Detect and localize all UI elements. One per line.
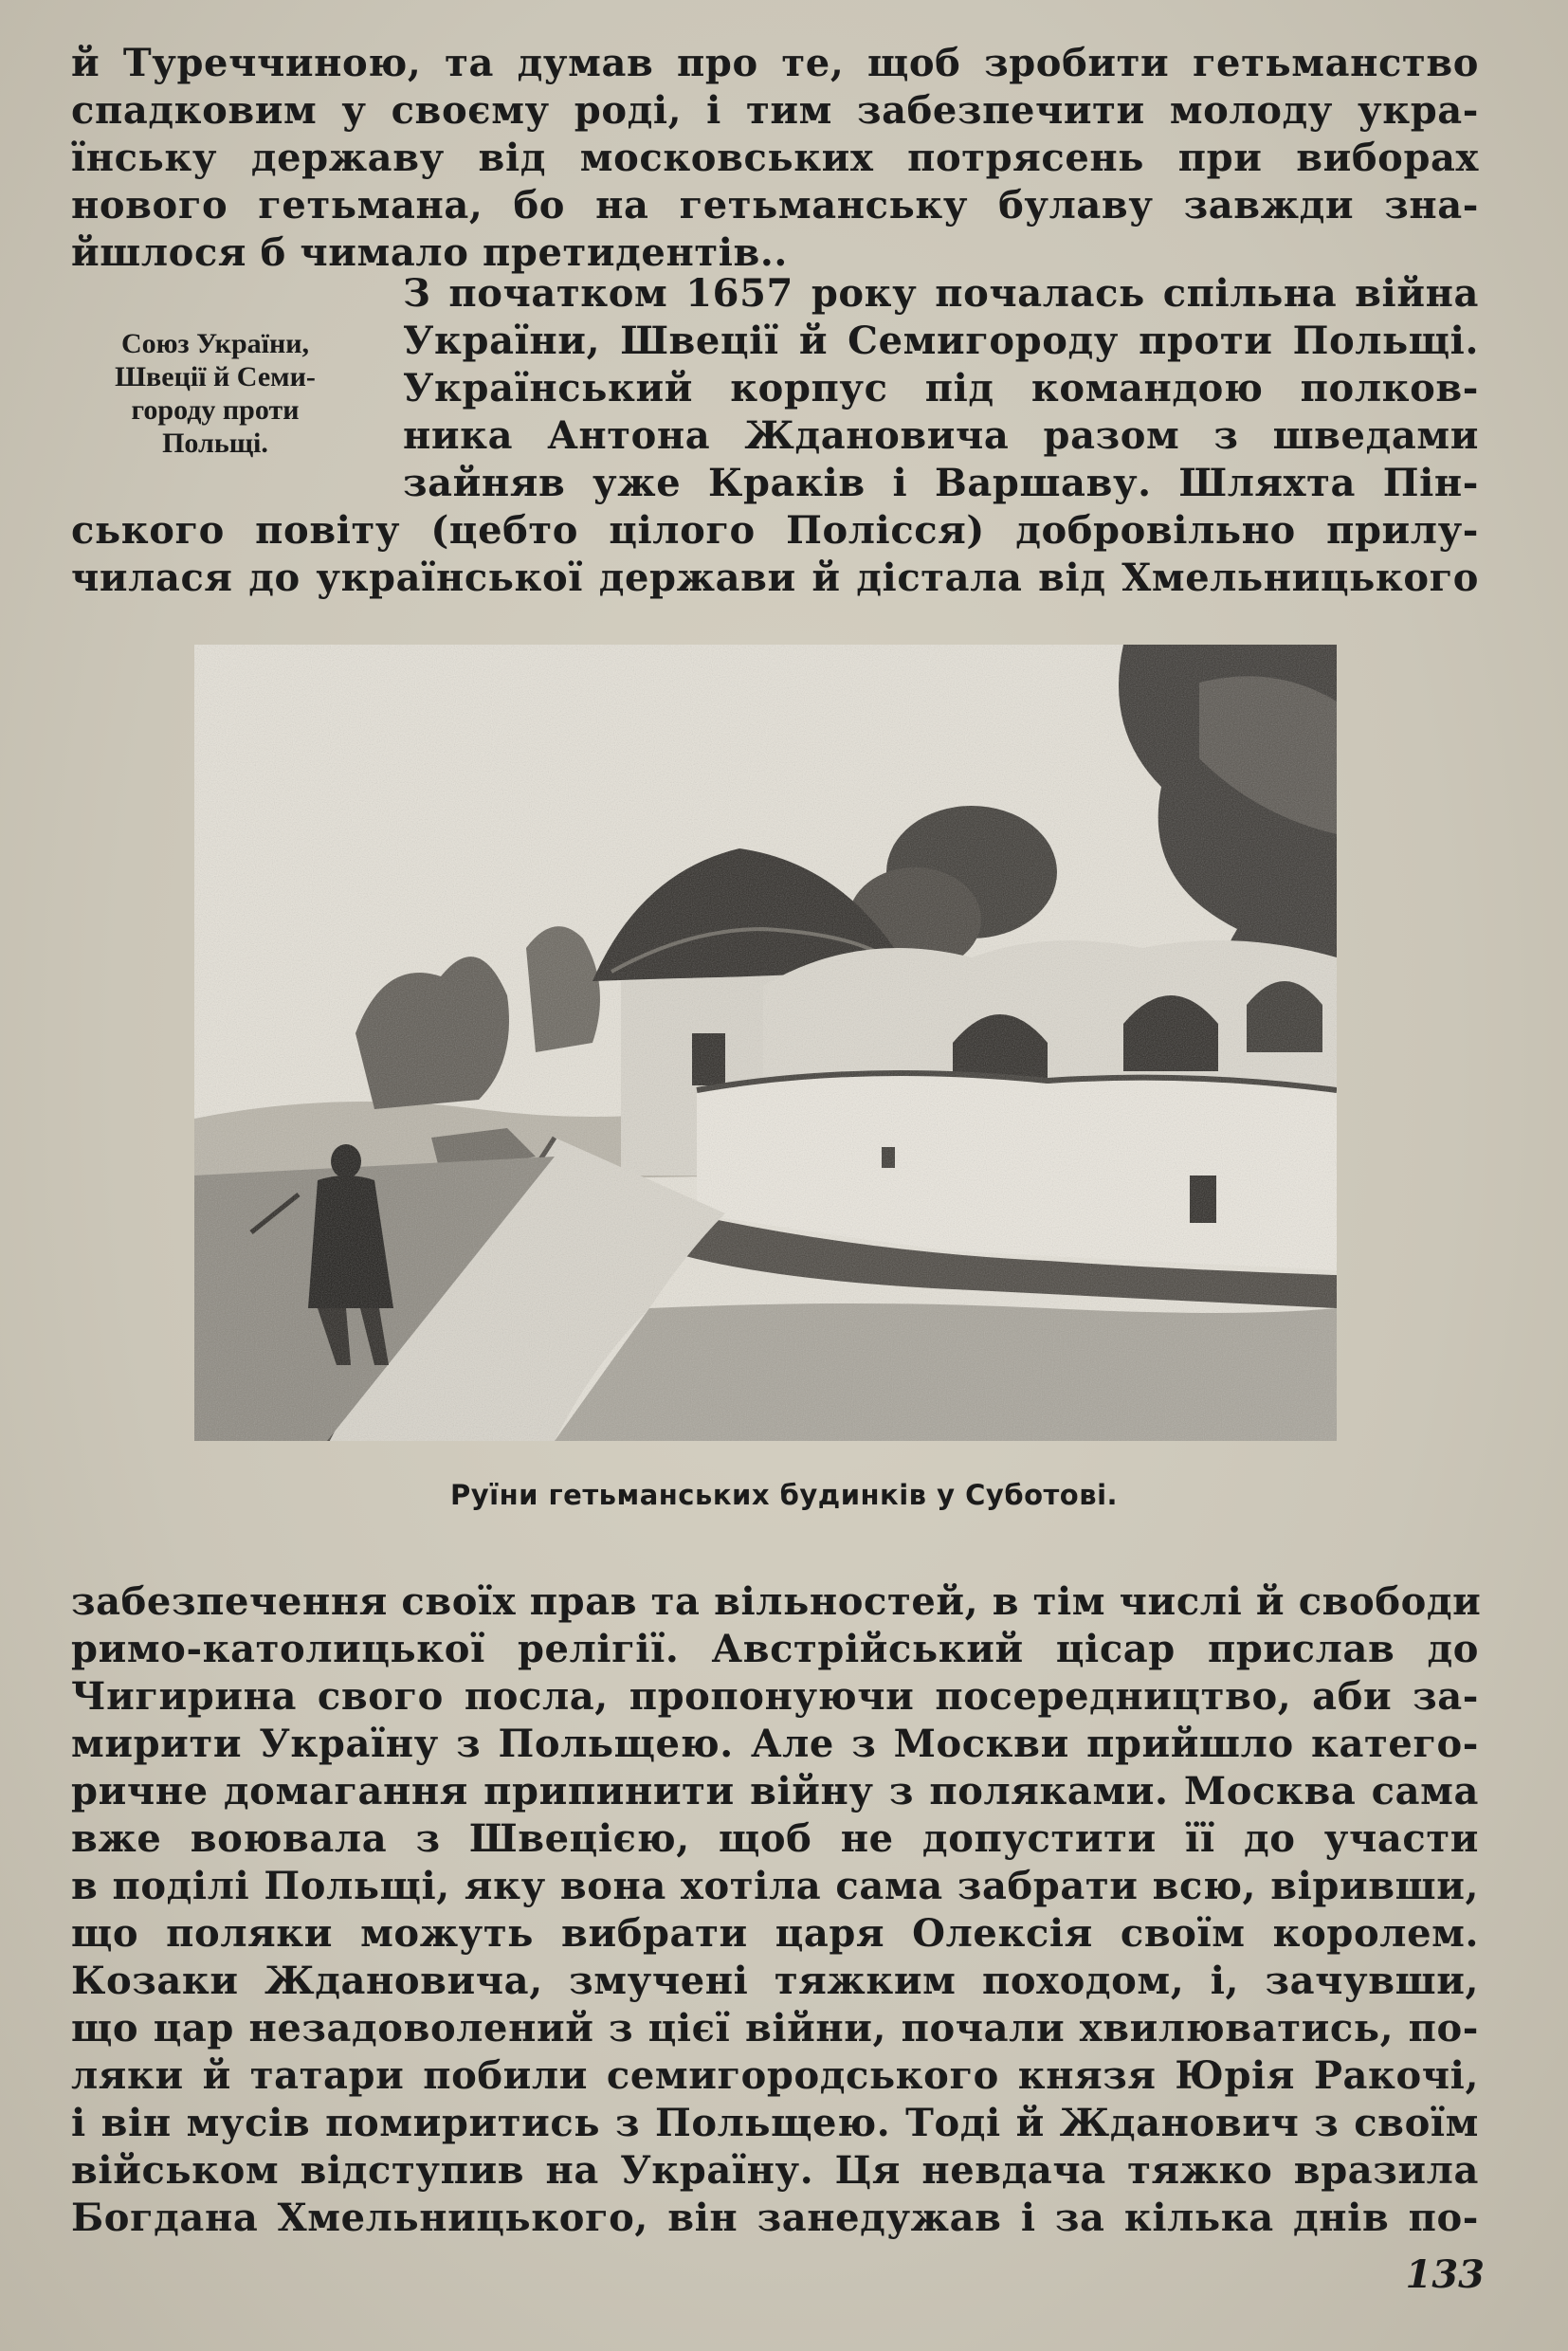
- text-line: й Туреччиною, та думав про те, щоб зробити гетьманство: [71, 41, 1479, 85]
- text-line: Український корпус під командою полков-: [403, 366, 1479, 410]
- text-line: ляки й татари побили семигородського князя Юрія Ракочі,: [71, 2053, 1479, 2098]
- paragraph-2-full: [71, 507, 1479, 602]
- text-line: мирити Україну з Польщею. Але з Москви прийшло катего-: [71, 1722, 1479, 1766]
- margin-note-line: Союз України,: [120, 328, 310, 359]
- page-number: 133: [1405, 2252, 1485, 2297]
- paragraph-3: [71, 1578, 1482, 2242]
- text-line: і він мусів помиритись з Польщею. Тоді й Жданович з своїм: [71, 2101, 1479, 2145]
- text-line: ника Антона Ждановича разом з шведами: [403, 413, 1479, 458]
- text-line: Чигирина свого посла, пропонуючи посередництво, аби за-: [71, 1674, 1479, 1719]
- text-line: вже воювала з Швецією, щоб не допустити її до участи: [71, 1816, 1479, 1861]
- text-line: римо-католицької релігії. Австрійський цісар прислав до: [71, 1627, 1479, 1671]
- text-line: ського повіту (цебто цілого Полісся) добровільно прилу-: [71, 508, 1479, 553]
- text-line: Богдана Хмельницького, він занедужав і за кілька днів по-: [71, 2196, 1479, 2240]
- text-line: їнську державу від московських потрясень при виборах: [71, 136, 1479, 180]
- illustration-ruins: [194, 645, 1337, 1441]
- margin-note-line: Польщі.: [162, 428, 268, 459]
- text-line: що поляки можуть вибрати царя Олексія своїм королем.: [71, 1911, 1479, 1956]
- text-line: ричне домагання припинити війну з поляками. Москва сама: [71, 1769, 1479, 1813]
- margin-note: [64, 327, 366, 460]
- text-line: забезпечення своїх прав та вільностей, в тім числі й свободи: [71, 1579, 1482, 1624]
- paragraph-1: [71, 40, 1479, 277]
- paragraph-2-indented: [403, 270, 1479, 507]
- text-line: України, Швеції й Семигороду проти Польщі.: [403, 319, 1479, 363]
- text-line: спадковим у своєму роді, і тим забезпечити молоду укра-: [71, 88, 1479, 133]
- text-line: що цар незадоволений з цієї війни, почали хвилюватись, по-: [71, 2006, 1479, 2050]
- text-line: З початком 1657 року почалась спільна війна: [403, 271, 1479, 316]
- illustration-drawing: [194, 645, 1337, 1441]
- text-line: в поділі Польщі, яку вона хотіла сама забрати всю, віривши,: [71, 1864, 1479, 1908]
- text-line: нового гетьмана, бо на гетьманську булаву завжди зна-: [71, 183, 1479, 228]
- text-line: військом відступив на Україну. Ця невдача тяжко вразила: [71, 2148, 1479, 2193]
- text-line: йшлося б чимало претидентів..: [71, 230, 788, 275]
- text-line: чилася до української держави й дістала від Хмельницького: [71, 556, 1479, 600]
- text-line: зайняв уже Краків і Варшаву. Шляхта Пін-: [403, 461, 1479, 505]
- margin-note-line: городу проти: [131, 394, 300, 426]
- text-line: Козаки Ждановича, змучені тяжким походом, і, зачувши,: [71, 1959, 1479, 2003]
- figure-caption: Руїни гетьманських будинків у Суботові.: [449, 1479, 1119, 1511]
- margin-note-line: Швеції й Семи-: [115, 361, 316, 392]
